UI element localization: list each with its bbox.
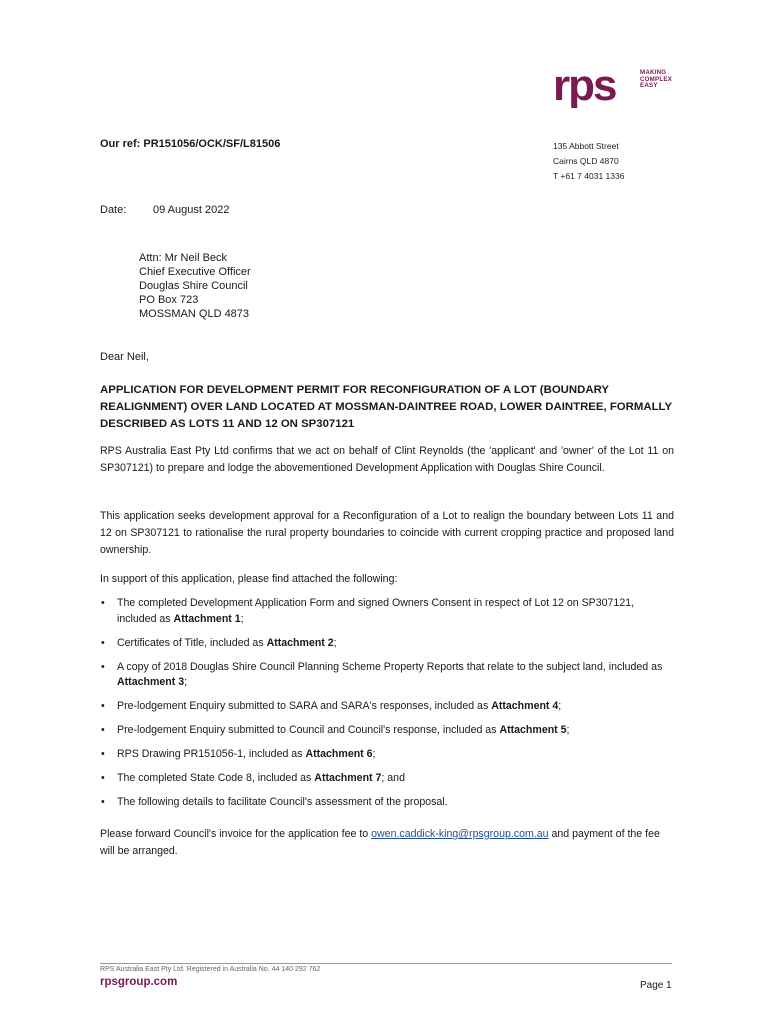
list-item-text: The completed State Code 8, included as (117, 772, 315, 784)
attachment-ref: Attachment 7 (314, 772, 382, 784)
attachment-ref: Attachment 6 (305, 748, 373, 760)
attachment-ref: Attachment 4 (491, 700, 559, 712)
body-paragraph: RPS Australia East Pty Ltd confirms that we act on behalf of Clint Reynolds (the 'applicant' and 'owner' of the Lot 11 on SP307121) to prepare and lodge the abovementioned Development Application with Douglas Shire Council. (100, 445, 674, 474)
list-item-text: Pre-lodgement Enquiry submitted to SARA and SARA's responses, included as (117, 700, 492, 712)
list-item-end: ; (333, 636, 337, 649)
phone-line: T +61 7 4031 1336 (553, 171, 625, 181)
bullet-icon: • (101, 597, 105, 609)
recipient-line: MOSSMAN QLD 4873 (139, 308, 250, 320)
email-link[interactable]: owen.caddick-king@rpsgroup.com.au (371, 828, 549, 840)
list-item (100, 771, 674, 787)
address-line: 135 Abbott Street (553, 141, 619, 151)
attachment-ref: Attachment 5 (499, 724, 567, 736)
list-item-end: ; (566, 724, 570, 736)
tagline-line: EASY (640, 82, 658, 90)
list-item (100, 660, 674, 691)
attachment-list (100, 596, 674, 819)
recipient-line: PO Box 723 (139, 294, 199, 306)
recipient-line: Douglas Shire Council (139, 280, 248, 292)
date-value: 09 August 2022 (153, 204, 230, 216)
list-item-end: ; (240, 612, 244, 625)
recipient-line: Attn: Mr Neil Beck (139, 252, 228, 264)
logo-tagline (640, 70, 672, 90)
tagline-line: MAKING (640, 69, 667, 76)
bullet-icon: • (101, 772, 105, 784)
list-item-text: The following details to facilitate Council's assessment of the proposal. (117, 796, 448, 808)
list-item (100, 795, 674, 811)
list-item-end: ; (558, 700, 562, 712)
list-item (100, 723, 674, 739)
attachment-ref: Attachment 1 (173, 612, 241, 625)
page-number: Page 1 (640, 980, 672, 991)
list-item (100, 636, 674, 652)
list-item-text: A copy of 2018 Douglas Shire Council Planning Scheme Property Reports that relate to the subject land, included as (117, 660, 663, 673)
date-label: Date: (100, 204, 127, 216)
company-registration: RPS Australia East Pty Ltd. Registered in Australia No. 44 140 292 762 (100, 966, 321, 973)
bullet-icon: • (101, 636, 105, 649)
bullet-icon: • (101, 724, 105, 736)
footer-divider (100, 963, 672, 964)
attachment-ref: Attachment 3 (117, 676, 185, 688)
closing-text-end: and payment of the fee will be arranged. (100, 828, 660, 857)
recipient-line: Chief Executive Officer (139, 266, 251, 278)
rps-logo-mark (553, 68, 637, 108)
tagline-line: COMPLEX (640, 75, 672, 83)
body-paragraph: This application seeks development approval for a Reconfiguration of a Lot to realign the boundary between Lots 11 and 12 on SP307121 to rationalise the rural property boundaries to coincide with current cropping practice and proposed land ownership. (100, 510, 674, 556)
office-address (553, 139, 624, 184)
logo-text: rps (553, 68, 616, 108)
list-item-text: RPS Drawing PR151056-1, included as (117, 748, 306, 760)
body-paragraph: In support of this application, please find attached the following: (100, 573, 398, 585)
subject-heading: APPLICATION FOR DEVELOPMENT PERMIT FOR RECONFIGURATION OF A LOT (BOUNDARY REALIGNMENT) OVER LAND LOCATED AT MOSSMAN-DAINTREE ROAD, LOWER DAINTREE, FORMALLY DESCRIBED AS LOTS 11 AND 12 ON SP307121 (100, 384, 672, 430)
bullet-icon: • (101, 700, 105, 712)
list-item (100, 596, 674, 627)
list-item-text: Pre-lodgement Enquiry submitted to Council and Council's response, included as (117, 724, 500, 736)
list-item (100, 699, 674, 715)
list-item (100, 747, 674, 763)
salutation: Dear Neil, (100, 351, 149, 363)
list-item-text: The completed Development Application Form and signed Owners Consent in respect of Lot 12 on SP307121, included as (117, 597, 635, 625)
closing-text: Please forward Council's invoice for the application fee to (100, 828, 372, 840)
address-line: Cairns QLD 4870 (553, 156, 619, 166)
list-item-end: ; (184, 676, 188, 688)
rps-logo (553, 68, 673, 108)
bullet-icon: • (101, 796, 105, 808)
list-item-end: ; (372, 748, 376, 760)
recipient-block (139, 251, 251, 321)
closing-paragraph (100, 826, 674, 860)
our-reference: Our ref: PR151056/OCK/SF/L81506 (100, 138, 281, 150)
list-item-text: Certificates of Title, included as (117, 636, 267, 649)
list-item-end: ; and (381, 772, 405, 784)
bullet-icon: • (101, 748, 105, 760)
website-link[interactable]: rpsgroup.com (100, 976, 178, 988)
attachment-ref: Attachment 2 (266, 636, 334, 649)
bullet-icon: • (101, 660, 105, 673)
